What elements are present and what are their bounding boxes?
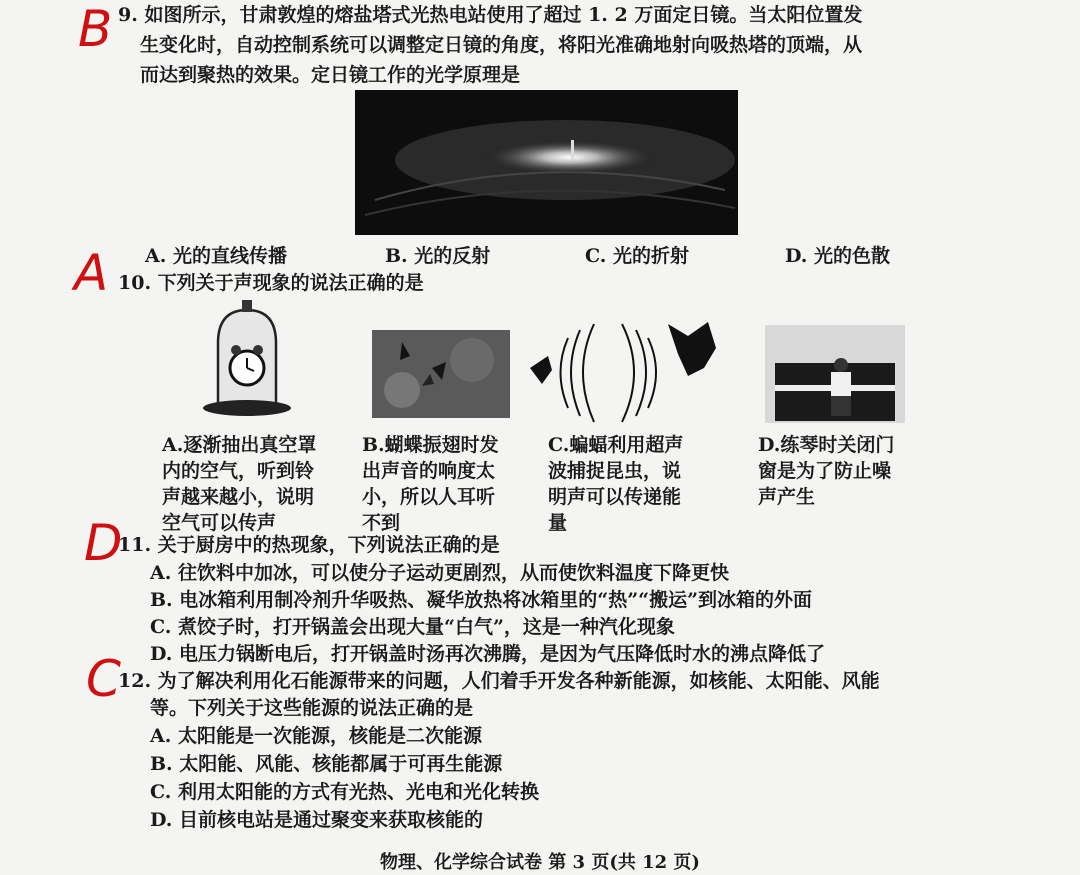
q9-option-d: D. 光的色散 [785,245,891,267]
q9-stem-line-3: 而达到聚热的效果。定日镜工作的光学原理是 [140,64,521,86]
q11-stem: 11. 关于厨房中的热现象，下列说法正确的是 [118,534,500,556]
q12-option-c: C. 利用太阳能的方式有光热、光电和光化转换 [150,781,540,803]
q9-stem-line-2: 生变化时，自动控制系统可以调整定日镜的角度，将阳光准确地射向吸热塔的顶端，从 [140,34,863,56]
bell-jar-icon [200,298,295,420]
bell-jar-image [200,298,295,420]
answer-mark-q11: D [84,514,123,572]
page-footer: 物理、化学综合试卷 第 3 页(共 12 页) [380,852,700,873]
q10-caption-a: A.逐渐抽出真空罩 内的空气，听到铃 声越来越小，说明 空气可以传声 [162,434,317,534]
butterfly-photo [372,330,510,418]
answer-mark-q12: C [86,650,121,708]
solar-field-illustration [355,90,738,235]
q10-caption-c: C.蝙蝠利用超声 波捕捉昆虫，说 明声可以传递能 量 [548,434,684,534]
butterfly-illustration [372,330,510,418]
q12-stem-line-2: 等。下列关于这些能源的说法正确的是 [150,697,474,719]
bat-sound-waves-icon [528,318,723,426]
solar-plant-photo [355,90,738,235]
answer-mark-q10: A [74,244,109,302]
q9-option-a: A. 光的直线传播 [145,245,287,267]
piano-photo [765,325,905,423]
q12-stem-line-1: 12. 为了解决利用化石能源带来的问题，人们着手开发各种新能源，如核能、太阳能、风能 [118,670,880,692]
q10-caption-b: B.蝴蝶振翅时发 出声音的响度太 小，所以人耳听 不到 [362,434,499,534]
q10-caption-d: D.练琴时关闭门 窗是为了防止噪 声产生 [758,434,895,508]
piano-player-illustration [765,325,905,423]
q11-option-a: A. 往饮料中加冰，可以使分子运动更剧烈，从而使饮料温度下降更快 [150,562,729,584]
q9-option-b: B. 光的反射 [385,245,491,267]
q12-option-b: B. 太阳能、风能、核能都属于可再生能源 [150,753,503,775]
answer-mark-q9: B [78,0,113,58]
q9-stem-line-1: 9. 如图所示，甘肃敦煌的熔盐塔式光热电站使用了超过 1. 2 万面定日镜。当太阳位置发 [118,4,863,26]
bat-echolocation-image [528,318,723,426]
q11-option-c: C. 煮饺子时，打开锅盖会出现大量“白气”，这是一种汽化现象 [150,616,675,638]
q11-option-b: B. 电冰箱利用制冷剂升华吸热、凝华放热将冰箱里的“热”“搬运”到冰箱的外面 [150,589,813,611]
q10-stem: 10. 下列关于声现象的说法正确的是 [118,272,424,294]
q12-option-a: A. 太阳能是一次能源，核能是二次能源 [150,725,482,747]
q11-option-d: D. 电压力锅断电后，打开锅盖时汤再次沸腾，是因为气压降低时水的沸点降低了 [150,643,826,665]
q12-option-d: D. 目前核电站是通过聚变来获取核能的 [150,809,484,831]
q9-option-c: C. 光的折射 [585,245,690,267]
